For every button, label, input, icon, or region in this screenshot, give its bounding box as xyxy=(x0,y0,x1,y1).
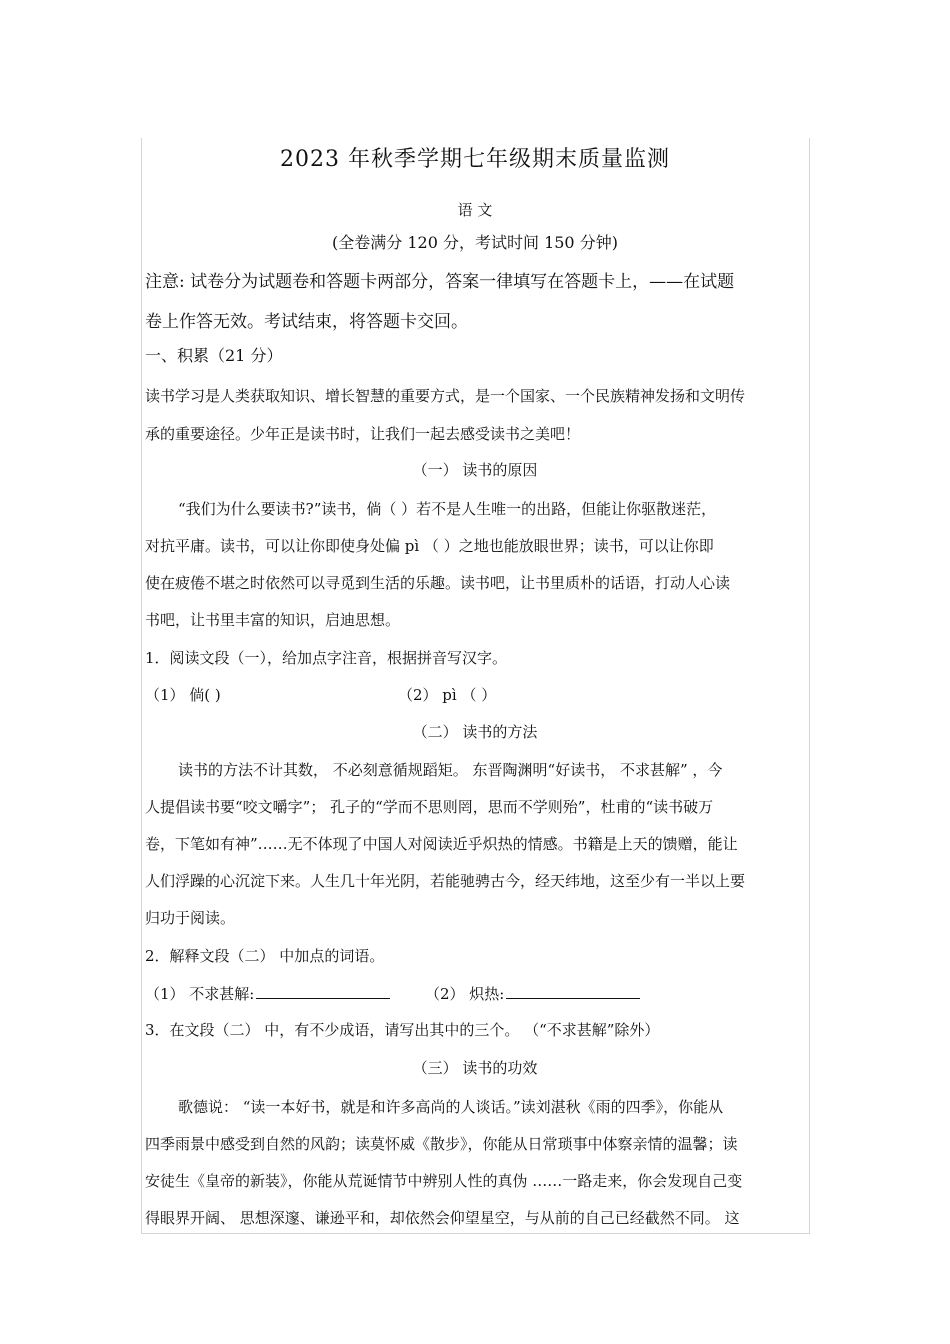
exam-title: 2023 年秋季学期七年级期末质量监测 xyxy=(280,147,670,172)
part2-line-3: 卷，下笔如有神”……无不体现了中国人对阅读近乎炽热的情感。书籍是上天的馈赠，能让 xyxy=(145,835,738,853)
notice-line-1: 注意: 试卷分为试题卷和答题卡两部分，答案一律填写在答题卡上，——在试题 xyxy=(145,272,735,292)
notice-line-2: 卷上作答无效。考试结束，将答题卡交回。 xyxy=(145,312,468,332)
part1-line-3: 使在疲倦不堪之时依然可以寻觅到生活的乐趣。读书吧，让书里质朴的话语，打动人心读 xyxy=(145,574,731,592)
part1-heading: （一） 读书的原因 xyxy=(412,461,538,479)
question-3: 3．在文段（二） 中，有不少成语，请写出其中的三个。 （“不求甚解”除外） xyxy=(145,1021,660,1039)
question-1-item-1: （1） 倘( ) xyxy=(145,686,221,704)
exam-time-info: (全卷满分 120 分，考试时间 150 分钟) xyxy=(332,233,618,252)
part2-line-4: 人们浮躁的心沉淀下来。人生几十年光阴，若能驰骋古今，经天纬地，这至少有一半以上要 xyxy=(145,872,746,890)
part3-line-2: 四季雨景中感受到自然的风韵；读莫怀威《散步》，你能从日常琐事中体察亲情的温馨；读 xyxy=(145,1135,738,1153)
part3-heading: （三） 读书的功效 xyxy=(412,1059,538,1077)
question-1: 1．阅读文段（一），给加点字注音，根据拼音写汉字。 xyxy=(145,649,508,667)
part3-line-4: 得眼界开阔、 思想深邃、谦逊平和，却依然会仰望星空，与从前的自己已经截然不同。 这 xyxy=(145,1209,740,1227)
subject-label: 语 文 xyxy=(457,201,493,219)
part2-line-1: 读书的方法不计其数， 不必刻意循规蹈矩。 东晋陶渊明“好读书， 不求甚解” ，今 xyxy=(178,761,723,779)
section-heading: 一、积累（21 分） xyxy=(145,346,283,365)
part2-line-2: 人提倡读书要“咬文嚼字”； 孔子的“学而不思则罔，思而不学则殆”，杜甫的“读书破万 xyxy=(145,798,714,816)
part2-heading: （二） 读书的方法 xyxy=(412,723,538,741)
part1-line-2: 对抗平庸。读书，可以让你即使身处偏 pì （ ）之地也能放眼世界；读书，可以让你即 xyxy=(145,537,714,555)
intro-line-2: 承的重要途径。少年正是读书时，让我们一起去感受读书之美吧！ xyxy=(145,425,581,443)
question-2-item-2 xyxy=(425,984,640,1004)
question-2-item-1 xyxy=(145,984,390,1004)
part2-line-5: 归功于阅读。 xyxy=(145,909,236,927)
part3-line-1: 歌德说： “读一本好书，就是和许多高尚的人谈话。”读刘湛秋《雨的四季》，你能从 xyxy=(178,1098,724,1116)
part3-line-3: 安徒生《皇帝的新装》，你能从荒诞情节中辨别人性的真伪 ……一路走来，你会发现自己变 xyxy=(145,1172,743,1190)
part1-line-1: “我们为什么要读书?”读书，倘（ ）若不是人生唯一的出路，但能让你驱散迷茫， xyxy=(178,500,717,518)
question-2: 2．解释文段（二） 中加点的词语。 xyxy=(145,947,385,965)
part1-line-4: 书吧，让书里丰富的知识，启迪思想。 xyxy=(145,611,401,629)
intro-line-1: 读书学习是人类获取知识、增长智慧的重要方式，是一个国家、一个民族精神发扬和文明传 xyxy=(145,387,746,405)
question-1-item-2: （2） pì （ ） xyxy=(398,686,497,704)
answer-blank-1[interactable] xyxy=(256,984,390,999)
question-2-item-1-label: （1） 不求甚解: xyxy=(145,985,255,1003)
question-2-item-2-label: （2） 炽热: xyxy=(425,985,505,1003)
answer-blank-2[interactable] xyxy=(506,984,640,999)
